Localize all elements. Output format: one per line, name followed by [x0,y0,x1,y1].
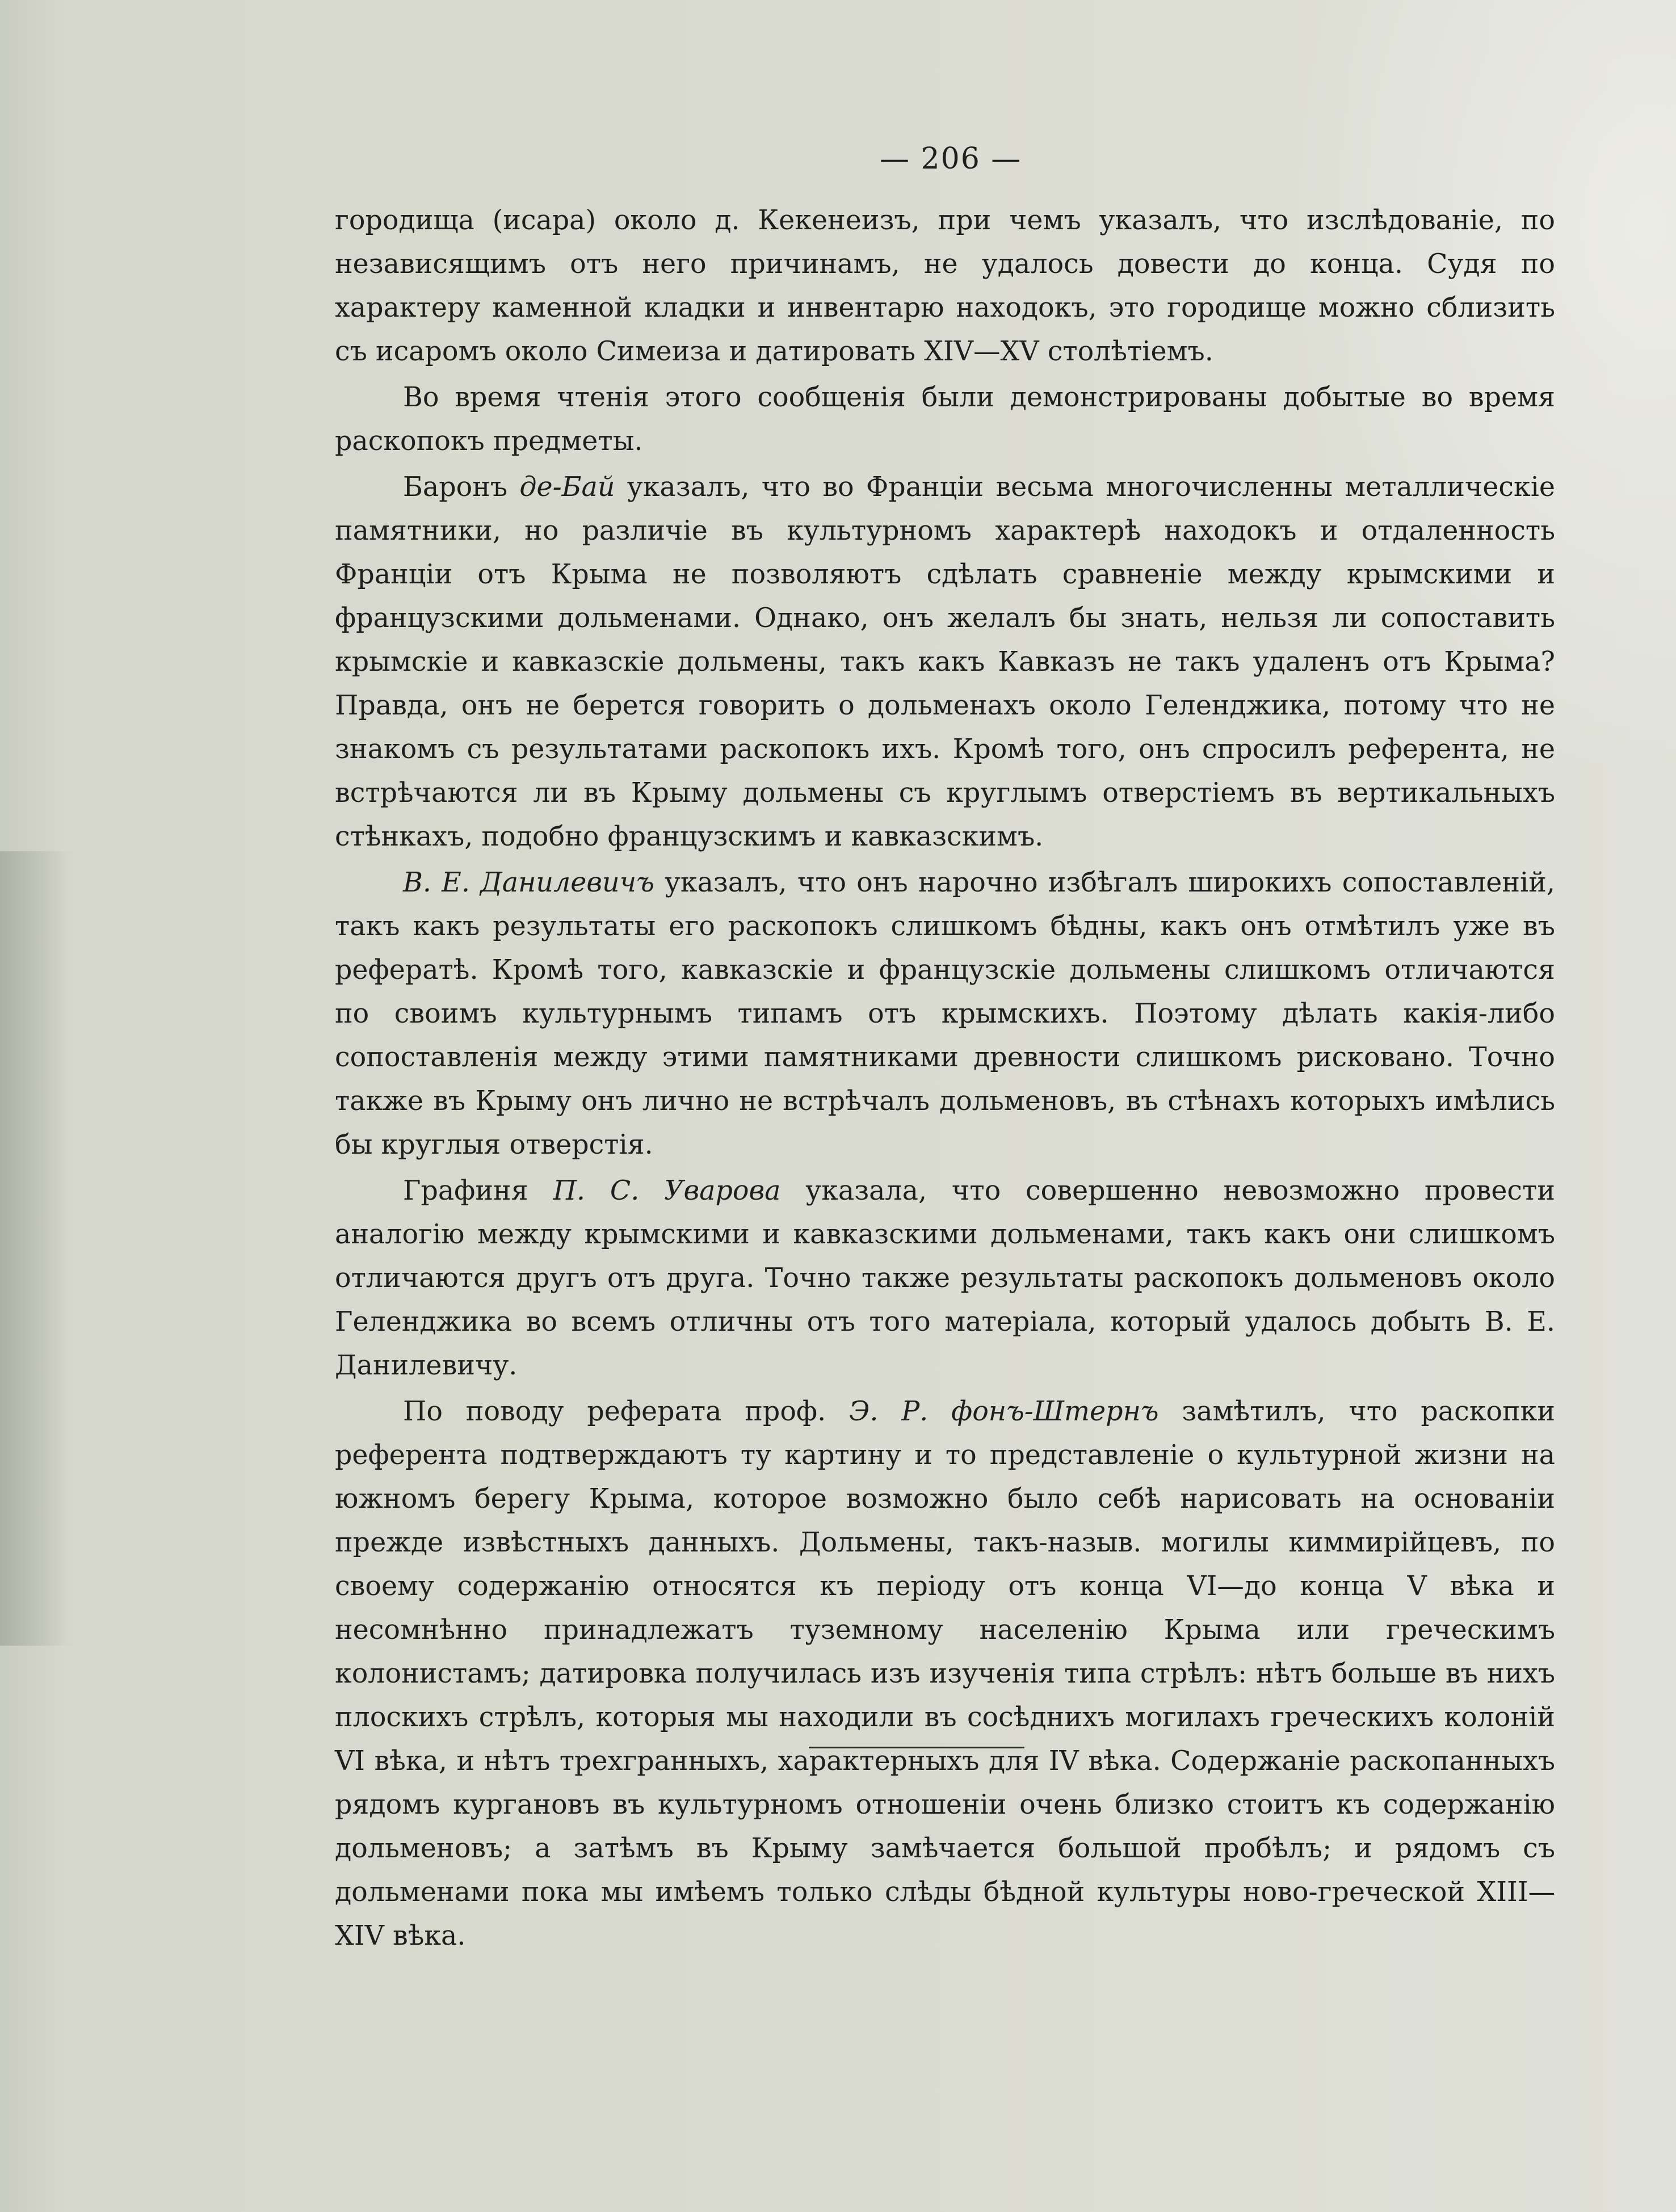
paragraph-text: По поводу реферата проф. [403,1396,849,1427]
paragraph-text: указалъ, что онъ нарочно избѣгалъ широкихъ сопоставленій, такъ какъ результаты его раскопокъ слишкомъ бѣдны, какъ онъ отмѣтилъ уже въ рефератѣ. Кромѣ того, кавказскіе и французскіе дольмены слишкомъ отличаются по своимъ культурнымъ типамъ отъ крымскихъ. Поэтому дѣлать какія-либо сопоставленія между этими памятниками древности слишкомъ рисковано. Точно также въ Крыму онъ лично не встрѣчалъ дольменовъ, въ стѣнахъ которыхъ имѣлись бы круглыя отверстія. [335,867,1555,1160]
person-name: П. С. Уварова [553,1175,781,1206]
paragraph-text: Баронъ [403,472,520,503]
paragraph [335,199,1555,373]
person-name: де-Бай [519,472,615,503]
paragraph-text: городища (исара) около д. Кекенеизъ, при чемъ указалъ, что изслѣдованіе, по независящимъ отъ него причинамъ, не удалось довести до конца. Судя по характеру каменной кладки и инвентарю находокъ, это городище можно сблизить съ исаромъ около Симеиза и датировать XIV—XV столѣтіемъ. [335,205,1555,367]
paragraph [335,1390,1555,1958]
paragraph [335,1169,1555,1387]
paragraph [335,465,1555,859]
paragraph-text: указалъ, что во Франціи весьма многочисленны металлическіе памятники, но различіе въ культурномъ характерѣ находокъ и отдаленность Франціи отъ Крыма не позволяютъ сдѣлать сравненіе между крымскими и французскими дольменами. Однако, онъ желалъ бы знать, нельзя ли сопоставить крымскіе и кавказскіе дольмены, такъ какъ Кавказъ не такъ удаленъ отъ Крыма? Правда, онъ не берется говорить о дольменахъ около Геленджика, потому что не знакомъ съ результатами раскопокъ ихъ. Кромѣ того, онъ спросилъ референта, не встрѣчаются ли въ Крыму дольмены съ круглымъ отверстіемъ въ вертикальныхъ стѣнкахъ, подобно французскимъ и кавказскимъ. [335,472,1555,852]
person-name: В. Е. Данилевичъ [403,867,654,898]
paragraph-text: Во время чтенія этого сообщенія были демонстрированы добытые во время раскопокъ предметы. [335,382,1555,457]
paragraph-text: Графиня [403,1175,553,1206]
body-text [335,199,1555,1960]
page-number: — 206 — [880,142,1022,176]
person-name: Э. Р. фонъ-Штернъ [848,1396,1159,1427]
paragraph [335,861,1555,1167]
paragraph-text: замѣтилъ, что раскопки референта подтверждаютъ ту картину и то представленіе о культурной жизни на южномъ берегу Крыма, которое возможно было себѣ нарисовать на основаніи прежде извѣстныхъ данныхъ. Дольмены, такъ-назыв. могилы киммирійцевъ, по своему содержанію относятся къ періоду отъ конца VI—до конца V вѣка и несомнѣнно принадлежатъ туземному населенію Крыма или греческимъ колонистамъ; датировка получилась изъ изученія типа стрѣлъ: нѣтъ больше въ нихъ плоскихъ стрѣлъ, которыя мы находили въ сосѣднихъ могилахъ греческихъ колоній VI вѣка, и нѣтъ трехгранныхъ, характерныхъ для IV вѣка. Содержаніе раскопанныхъ рядомъ кургановъ въ культурномъ отношеніи очень близко стоитъ къ содержанію дольменовъ; а затѣмъ въ Крыму замѣчается большой пробѣлъ; и рядомъ съ дольменами пока мы имѣемъ только слѣды бѣдной культуры ново-греческой XIII—XIV вѣка. [335,1396,1556,1952]
paragraph [335,376,1555,463]
section-end-rule [809,1747,1024,1748]
paragraph-text: указала, что совершенно невозможно провести аналогію между крымскими и кавказскими дольменами, такъ какъ они слишкомъ отличаются другъ отъ друга. Точно также результаты раскопокъ дольменовъ около Геленджика во всемъ отличны отъ того матеріала, который удалось добыть В. Е. Данилевичу. [335,1175,1555,1381]
